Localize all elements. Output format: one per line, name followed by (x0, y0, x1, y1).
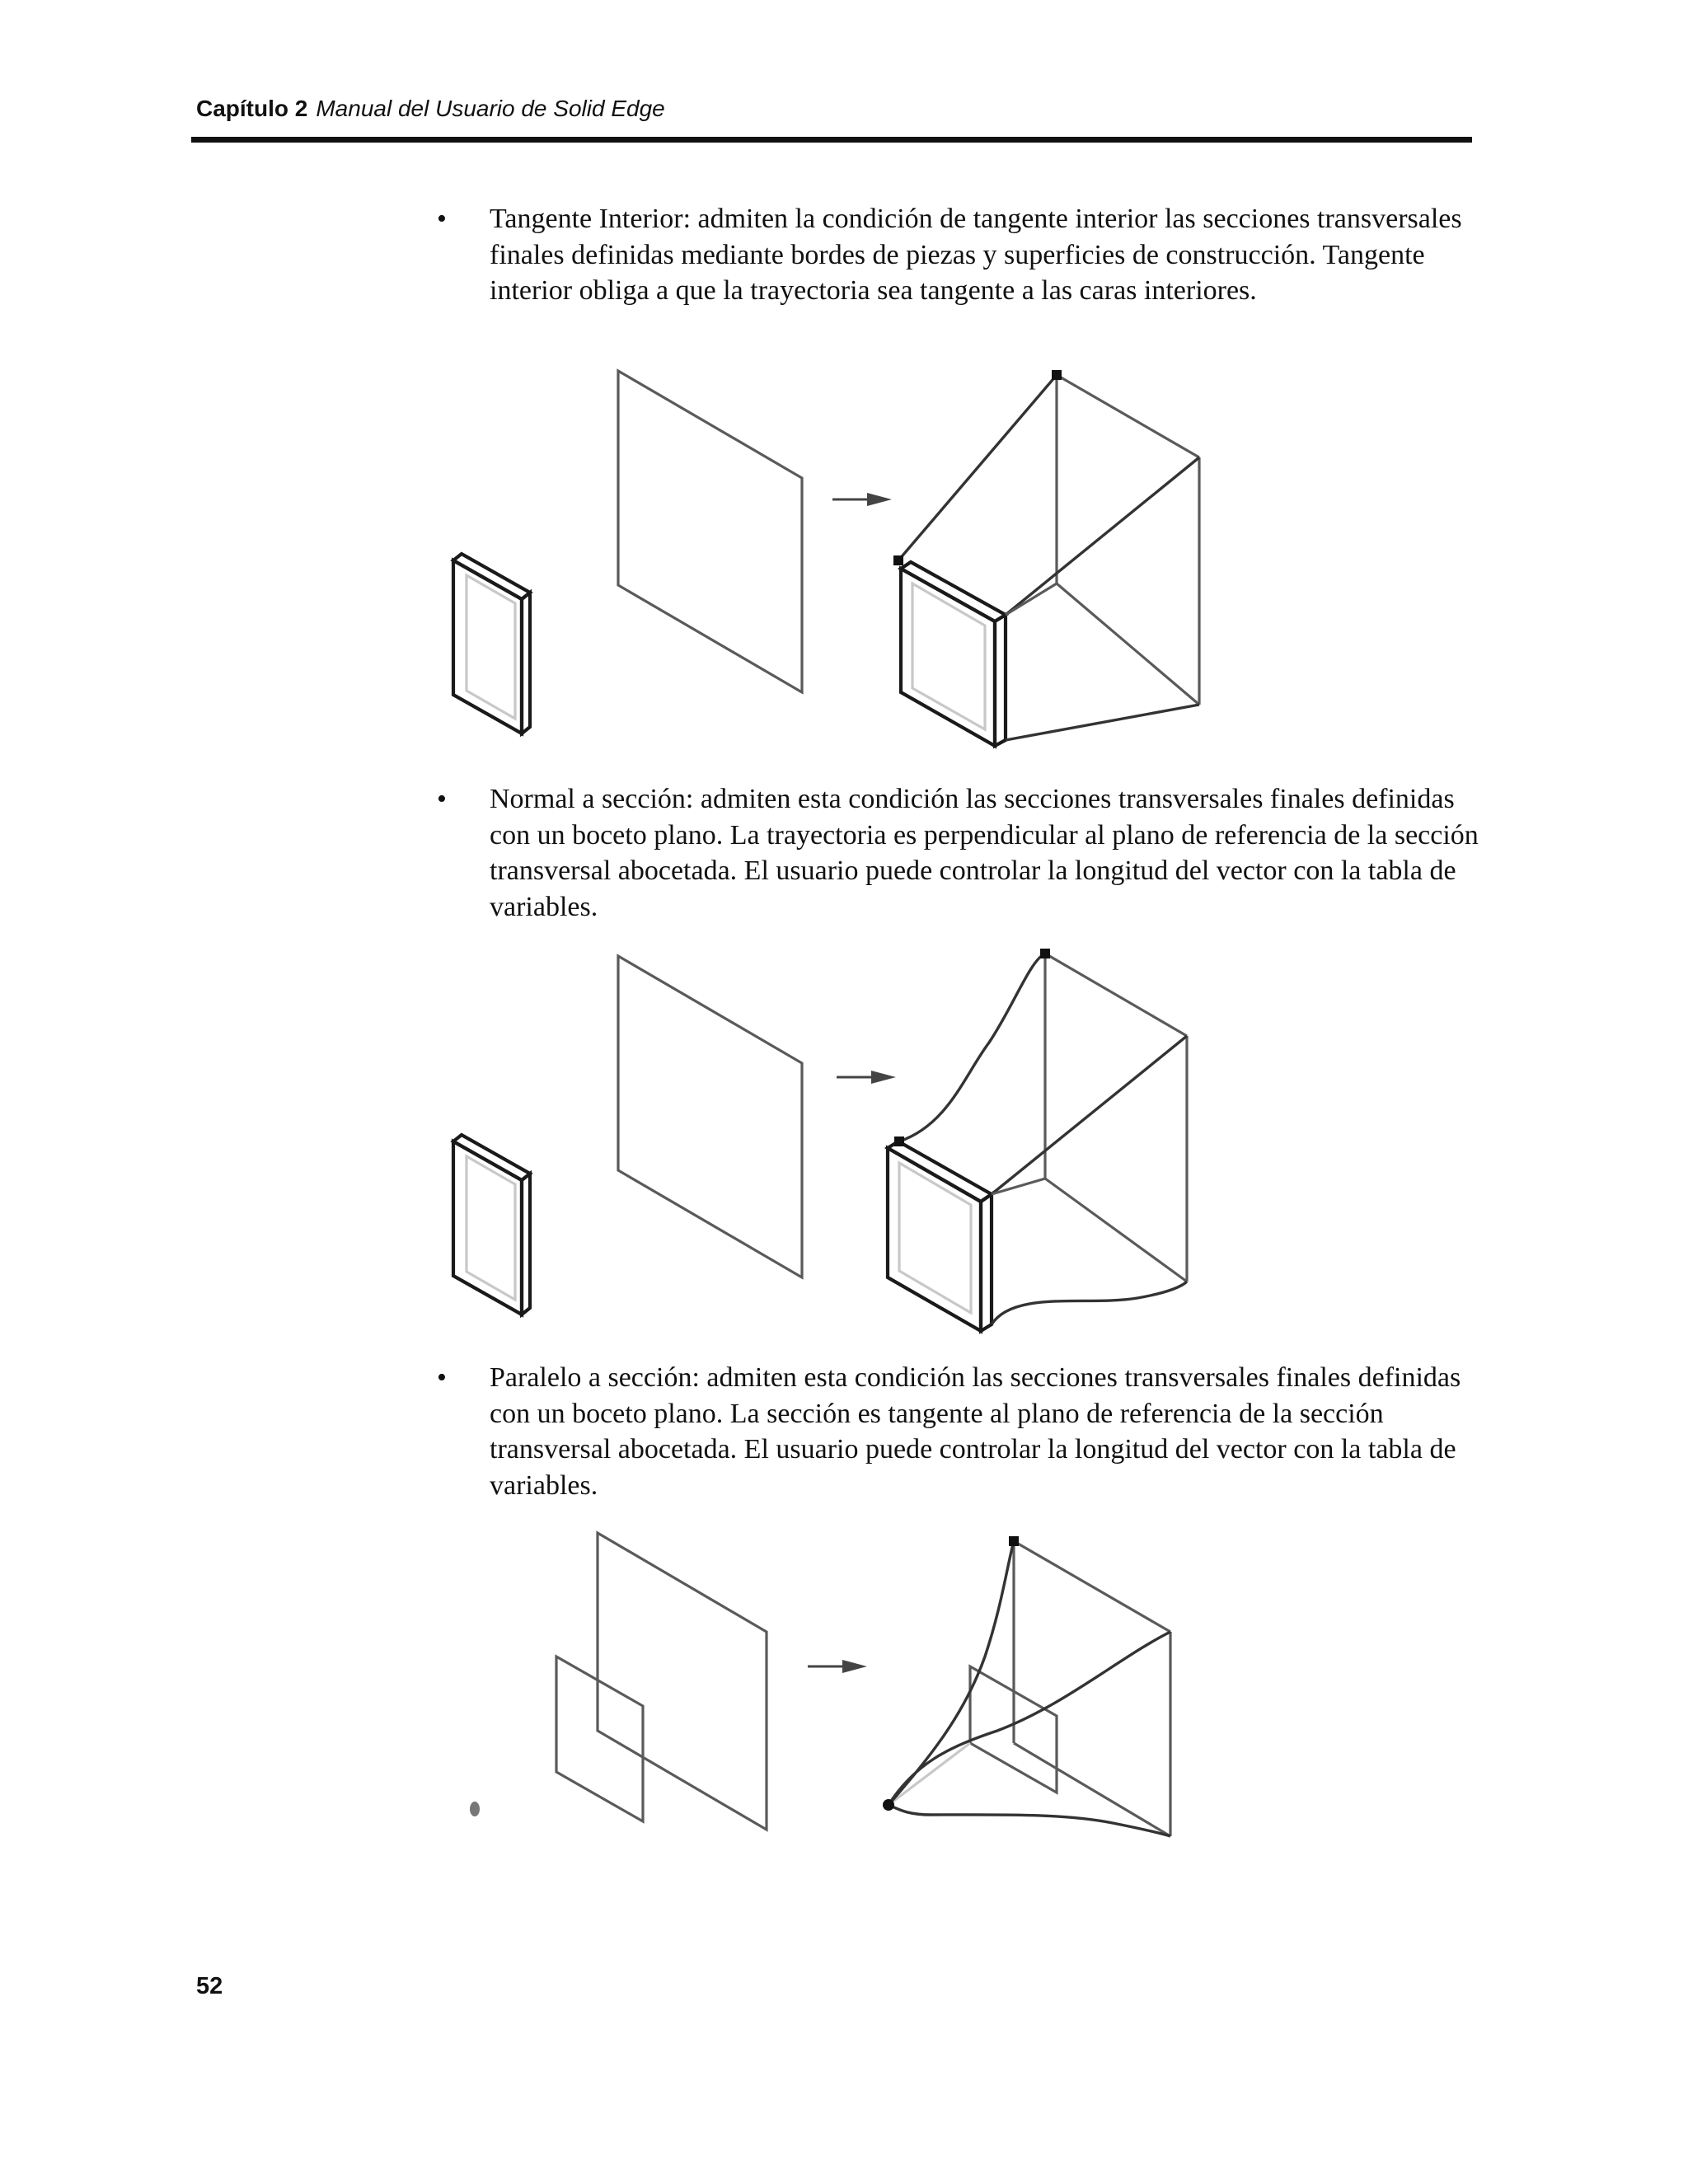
arrow-icon (837, 1071, 896, 1084)
bullet-text: Paralelo a sección: admiten esta condición las secciones transversales finales definidas con un boceto plano. La sección es tangente al plano de referencia de la sección transversal abocetada. El usuario puede controlar la longitud del vector con la tabla de variables. (490, 1362, 1461, 1501)
bullet-marker: • (437, 1362, 447, 1393)
arrow-icon (808, 1660, 867, 1673)
bullet-marker: • (437, 204, 447, 234)
loft-result (893, 370, 1199, 746)
normal-to-section-loft-illustration (437, 944, 1278, 1339)
small-sketch-plane (556, 1657, 643, 1821)
bullet-text: Tangente Interior: admiten la condición de tangente interior las secciones transversales finales definidas mediante bordes de piezas y superficies de construcción. Tangente interior obliga a que la trayectoria sea tangente a las caras interiores. (490, 204, 1462, 306)
point-marker (470, 1802, 480, 1816)
header-rule (191, 137, 1472, 143)
bullet-text: Normal a sección: admiten esta condición las secciones transversales finales definidas con un boceto plano. La trayectoria es perpendicular al plano de referencia de la sección transversal abocetada. El usuario puede controlar la longitud del vector con la tabla de variables. (490, 784, 1479, 922)
reference-plane (618, 371, 802, 692)
page-number: 52 (196, 1973, 223, 1999)
reference-plane (598, 1533, 767, 1830)
chapter-label: Capítulo 2 (196, 96, 308, 121)
manual-title: Manual del Usuario de Solid Edge (316, 96, 665, 121)
running-header (196, 96, 1474, 122)
figure-paralelo-a-seccion (437, 1525, 1278, 1854)
figure-tangente-interior (437, 363, 1278, 758)
small-frame-solid (453, 1135, 530, 1315)
loft-result (888, 949, 1187, 1331)
arrow-icon (832, 493, 892, 506)
small-frame-solid (453, 554, 530, 733)
reference-plane (618, 956, 802, 1277)
figure-normal-a-seccion (437, 944, 1278, 1339)
tangent-interior-loft-illustration (437, 363, 1278, 758)
loft-result (883, 1536, 1170, 1836)
bullet-marker: • (437, 784, 447, 814)
parallel-to-section-loft-illustration (437, 1525, 1278, 1854)
